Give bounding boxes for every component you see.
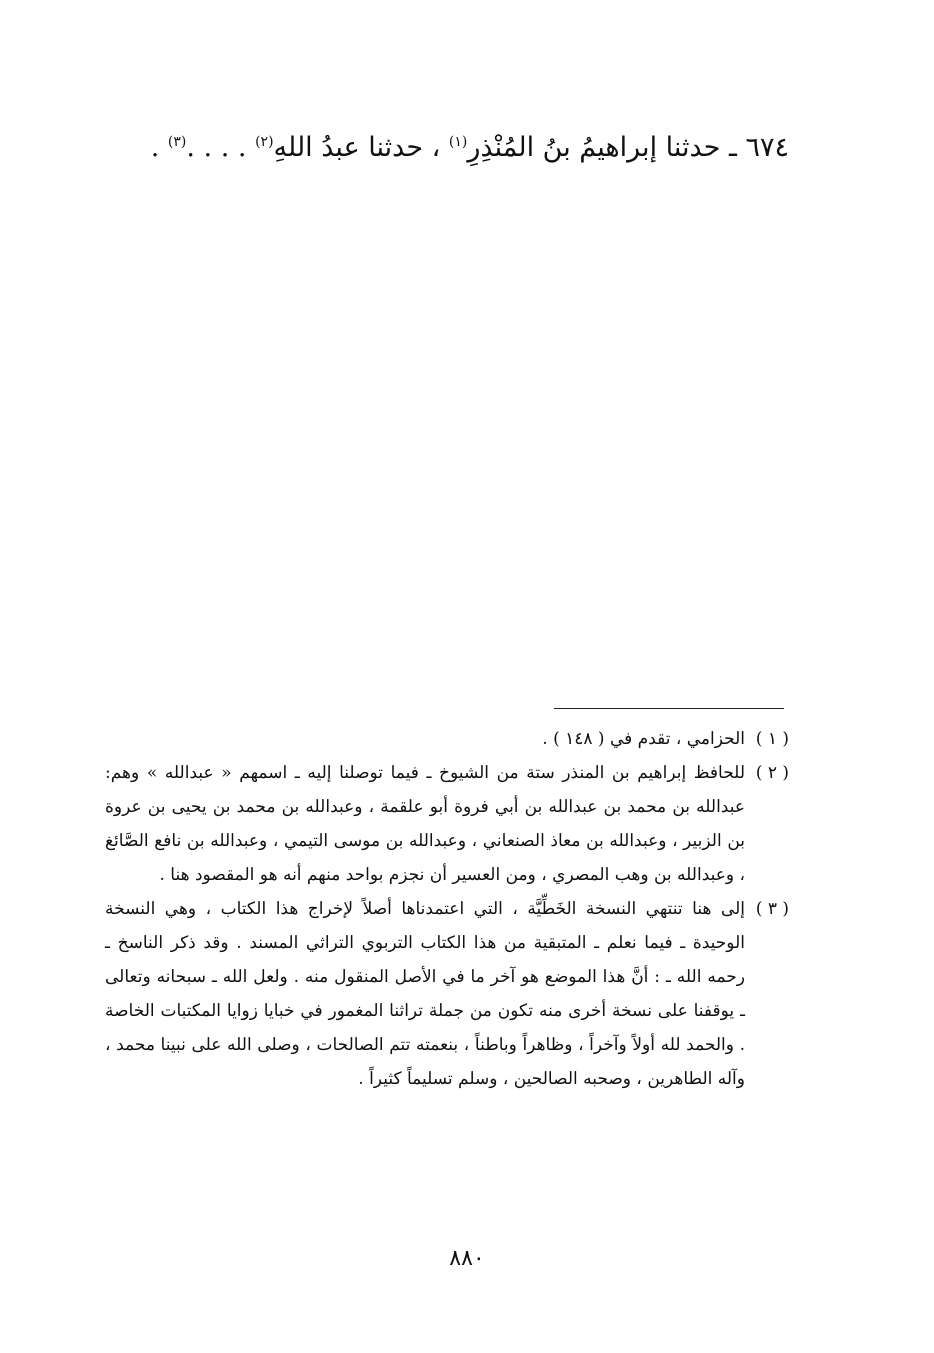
page-number: ٨٨٠ <box>449 1246 485 1271</box>
footnote-ref-3[interactable]: (٣) <box>167 134 187 150</box>
footnote-1 <box>105 722 789 756</box>
hadith-text-part3: . . . . <box>186 132 256 163</box>
footnote-number: ( ٣ ) <box>755 899 789 919</box>
hadith-text-end: . <box>150 132 168 163</box>
footnote-number: ( ٢ ) <box>755 763 789 783</box>
hadith-line <box>140 128 789 168</box>
footnote-text: إلى هنا تنتهي النسخة الخَطِّيَّة ، التي اعتمدناها أصلاً لإخراج هذا الكتاب ، وهي النسخة الوحيدة ـ فيما نعلم ـ المتبقية من هذا الكتاب التربوي التراثي المسند . وقد ذكر الناسخ ـ رحمه الله ـ : أنَّ هذا الموضع هو آخر ما في الأصل المنقول منه . ولعل الله ـ سبحانه وتعالى ـ يوقفنا على نسخة أخرى منه تكون من جملة تراثنا المغمور في خبايا زوايا المكتبات الخاصة . والحمد لله أولاً وآخراً ، وظاهراً وباطناً ، بنعمته تتم الصالحات ، وصلى الله على نبينا محمد ، وآله الطاهرين ، وصحبه الصالحين ، وسلم تسليماً كثيراً . <box>105 899 745 1089</box>
footnotes-section <box>105 722 789 1096</box>
hadith-text-part2: ، حدثنا عبدُ اللهِ <box>273 132 449 163</box>
footnote-2 <box>105 756 789 892</box>
footnote-divider <box>554 708 784 709</box>
footnote-text: للحافظ إبراهيم بن المنذر ستة من الشيوخ ـ فيما توصلنا إليه ـ اسمهم « عبدالله » وهم: عبدالله بن محمد بن عبدالله بن أبي فروة أبو علقمة ، وعبدالله بن محمد بن يحيى بن عروة بن الزبير ، وعبدالله بن معاذ الصنعاني ، وعبدالله بن موسى التيمي ، وعبدالله بن نافع الصَّائغ ، وعبدالله بن وهب المصري ، ومن العسير أن نجزم بواحد منهم أنه هو المقصود هنا . <box>105 763 745 885</box>
footnote-text: الحزامي ، تقدم في ( ١٤٨ ) . <box>542 729 745 749</box>
hadith-text-part1: ـ حدثنا إبراهيمُ بنُ المُنْذِرِ <box>467 132 746 163</box>
hadith-number: ٦٧٤ <box>745 132 789 163</box>
footnote-number: ( ١ ) <box>755 729 789 749</box>
footnote-3 <box>105 892 789 1096</box>
footnote-ref-1[interactable]: (١) <box>448 134 468 150</box>
footnote-ref-2[interactable]: (٢) <box>255 134 274 150</box>
